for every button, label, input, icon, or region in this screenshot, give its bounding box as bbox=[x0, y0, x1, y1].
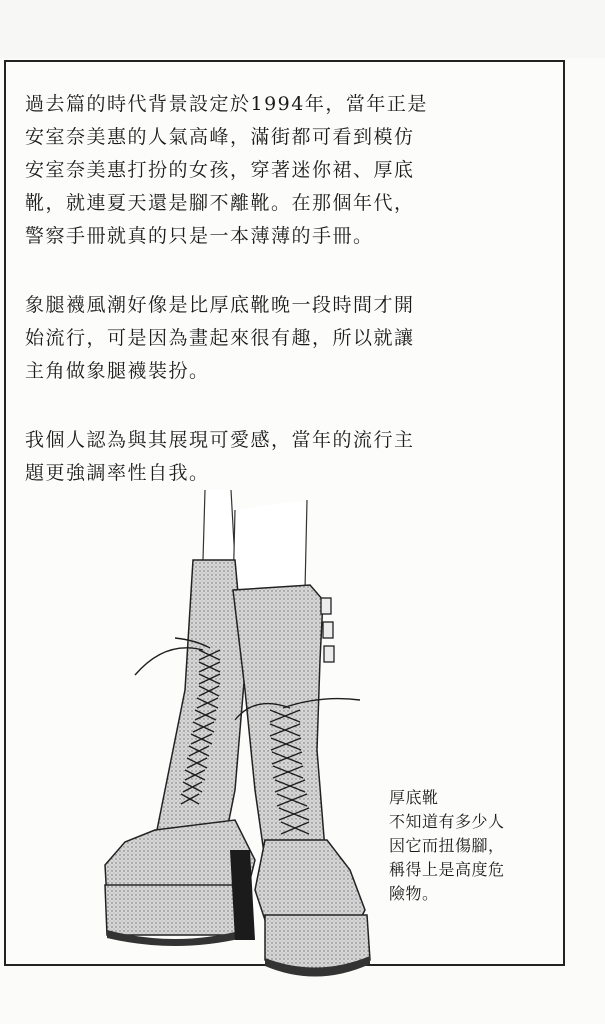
caption-line: 不知道有多少人 bbox=[389, 812, 505, 831]
caption-line: 稱得上是高度危 bbox=[389, 860, 505, 879]
caption-title: 厚底靴 bbox=[389, 788, 439, 807]
text-line: 過去篇的時代背景設定於1994年，當年正是 bbox=[25, 93, 428, 115]
text-line: 安室奈美惠的人氣高峰，滿街都可看到模仿 bbox=[25, 126, 415, 148]
paragraph-2 bbox=[25, 289, 525, 388]
page-top-margin bbox=[0, 0, 605, 58]
text-line: 象腿襪風潮好像是比厚底靴晚一段時間才開 bbox=[25, 294, 415, 316]
boots-caption bbox=[389, 786, 559, 906]
text-line: 始流行，可是因為畫起來很有趣，所以就讓 bbox=[25, 327, 415, 349]
paragraph-3 bbox=[25, 424, 525, 490]
paragraph-1 bbox=[25, 88, 525, 253]
caption-line: 因它而扭傷腳， bbox=[389, 836, 505, 855]
body-text bbox=[25, 88, 525, 526]
text-line: 安室奈美惠打扮的女孩，穿著迷你裙、厚底 bbox=[25, 159, 415, 181]
caption-line: 險物。 bbox=[389, 884, 439, 903]
text-line: 警察手冊就真的只是一本薄薄的手冊。 bbox=[25, 225, 374, 247]
text-line: 主角做象腿襪裝扮。 bbox=[25, 360, 210, 382]
text-line: 靴，就連夏天還是腳不離靴。在那個年代， bbox=[25, 192, 415, 214]
text-line: 我個人認為與其展現可愛感，當年的流行主 bbox=[25, 429, 415, 451]
text-line: 題更強調率性自我。 bbox=[25, 462, 210, 484]
platform-boots-illustration bbox=[95, 490, 385, 1000]
